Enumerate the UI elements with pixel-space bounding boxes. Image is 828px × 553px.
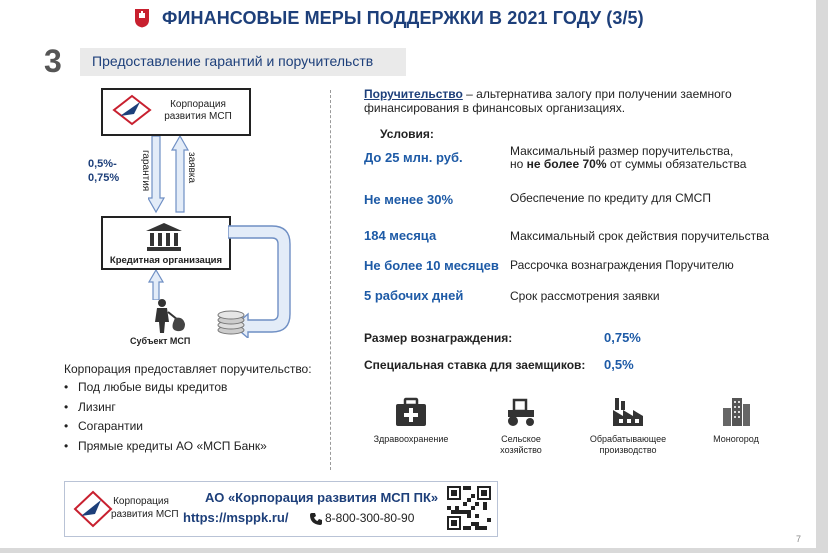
footer-logo-line2: развития МСП xyxy=(111,509,179,520)
fee-range-line2: 0,75% xyxy=(88,172,120,184)
corporation-name-line2: развития МСП xyxy=(164,111,232,122)
list-item: • Лизинг xyxy=(64,400,267,420)
condition-value-term: 184 месяца xyxy=(364,228,437,243)
guarantee-label: гарантия xyxy=(140,150,151,192)
window-edge xyxy=(816,0,828,553)
guarantee-types-list xyxy=(64,380,267,458)
website-link[interactable]: https://msppk.ru/ xyxy=(183,510,289,525)
medical-case-icon xyxy=(394,396,428,428)
phone-icon xyxy=(309,512,323,526)
list-item: • Согарантии xyxy=(64,419,267,439)
request-label: заявка xyxy=(186,152,197,184)
condition-value-collateral: Не менее 30% xyxy=(364,192,454,207)
page-number: 7 xyxy=(796,534,802,544)
definition-text xyxy=(364,87,784,115)
condition-desc-collateral: Обеспечение по кредиту для СМСП xyxy=(510,191,711,205)
corporation-logo-icon xyxy=(110,94,154,126)
sector-manufacturing: Обрабатывающее производство xyxy=(580,396,676,456)
special-rate-value: 0,5% xyxy=(604,357,634,372)
window-bottom-edge xyxy=(0,548,828,553)
condition-desc-installment: Рассрочка вознаграждения Поручителю xyxy=(510,258,734,272)
definition-term: Поручительство xyxy=(364,87,463,101)
coins-stack-icon xyxy=(215,308,247,336)
conditions-title: Условия: xyxy=(380,127,434,141)
corporation-name-line1: Корпорация xyxy=(170,99,226,110)
sector-monotown: Моногород xyxy=(696,396,776,445)
limit-highlight: не более 70% xyxy=(526,157,607,171)
definition-body: – альтернатива залогу при получении заемного финансирования в финансовых организациях. xyxy=(364,87,732,115)
condition-desc-line2: но не более 70% от суммы обязательства xyxy=(510,157,747,171)
list-item: • Прямые кредиты АО «МСП Банк» xyxy=(64,439,267,459)
subject-up-arrow-icon xyxy=(148,270,164,300)
condition-desc-term: Максимальный срок действия поручительства xyxy=(510,229,770,243)
sector-healthcare: Здравоохранение xyxy=(366,396,456,445)
bank-label: Кредитная организация xyxy=(109,255,223,266)
phone-number[interactable]: 8-800-300-80-90 xyxy=(325,511,415,525)
footer-logo-line1: Корпорация xyxy=(113,496,169,507)
sector-agriculture: Сельское хозяйство xyxy=(476,396,566,456)
city-buildings-icon xyxy=(719,396,753,428)
corporation-logo-icon xyxy=(73,490,113,528)
region-emblem-icon xyxy=(134,8,150,28)
section-title: Предоставление гарантий и поручительств xyxy=(92,53,374,69)
factory-icon xyxy=(611,396,645,428)
column-divider xyxy=(330,90,331,470)
condition-value-max-amount: До 25 млн. руб. xyxy=(364,150,463,165)
special-rate-label: Специальная ставка для заемщиков: xyxy=(364,358,586,372)
condition-desc-max-amount xyxy=(510,145,746,171)
condition-desc-review-time: Срок рассмотрения заявки xyxy=(510,289,660,303)
corporation-provides-text: Корпорация предоставляет поручительство: xyxy=(64,362,312,376)
condition-value-installment: Не более 10 месяцев xyxy=(364,258,499,273)
contact-footer xyxy=(64,481,498,537)
reward-size-label: Размер вознаграждения: xyxy=(364,331,513,345)
section-number: 3 xyxy=(44,43,62,79)
tractor-icon xyxy=(504,396,538,428)
qr-code-icon xyxy=(447,486,491,530)
subject-label: Субъект МСП xyxy=(130,336,191,346)
fee-range-line1: 0,5%- xyxy=(88,158,117,170)
page-title: ФИНАНСОВЫЕ МЕРЫ ПОДДЕРЖКИ В 2021 ГОДУ (3/5) xyxy=(162,8,644,28)
business-person-icon xyxy=(148,298,188,334)
reward-size-value: 0,75% xyxy=(604,330,641,345)
condition-desc-line1: Максимальный размер поручительства, xyxy=(510,144,734,158)
list-item: • Под любые виды кредитов xyxy=(64,380,267,400)
condition-value-review-time: 5 рабочих дней xyxy=(364,288,464,303)
footer-organization-name: АО «Корпорация развития МСП ПК» xyxy=(205,490,439,505)
bank-building-icon xyxy=(144,222,184,252)
